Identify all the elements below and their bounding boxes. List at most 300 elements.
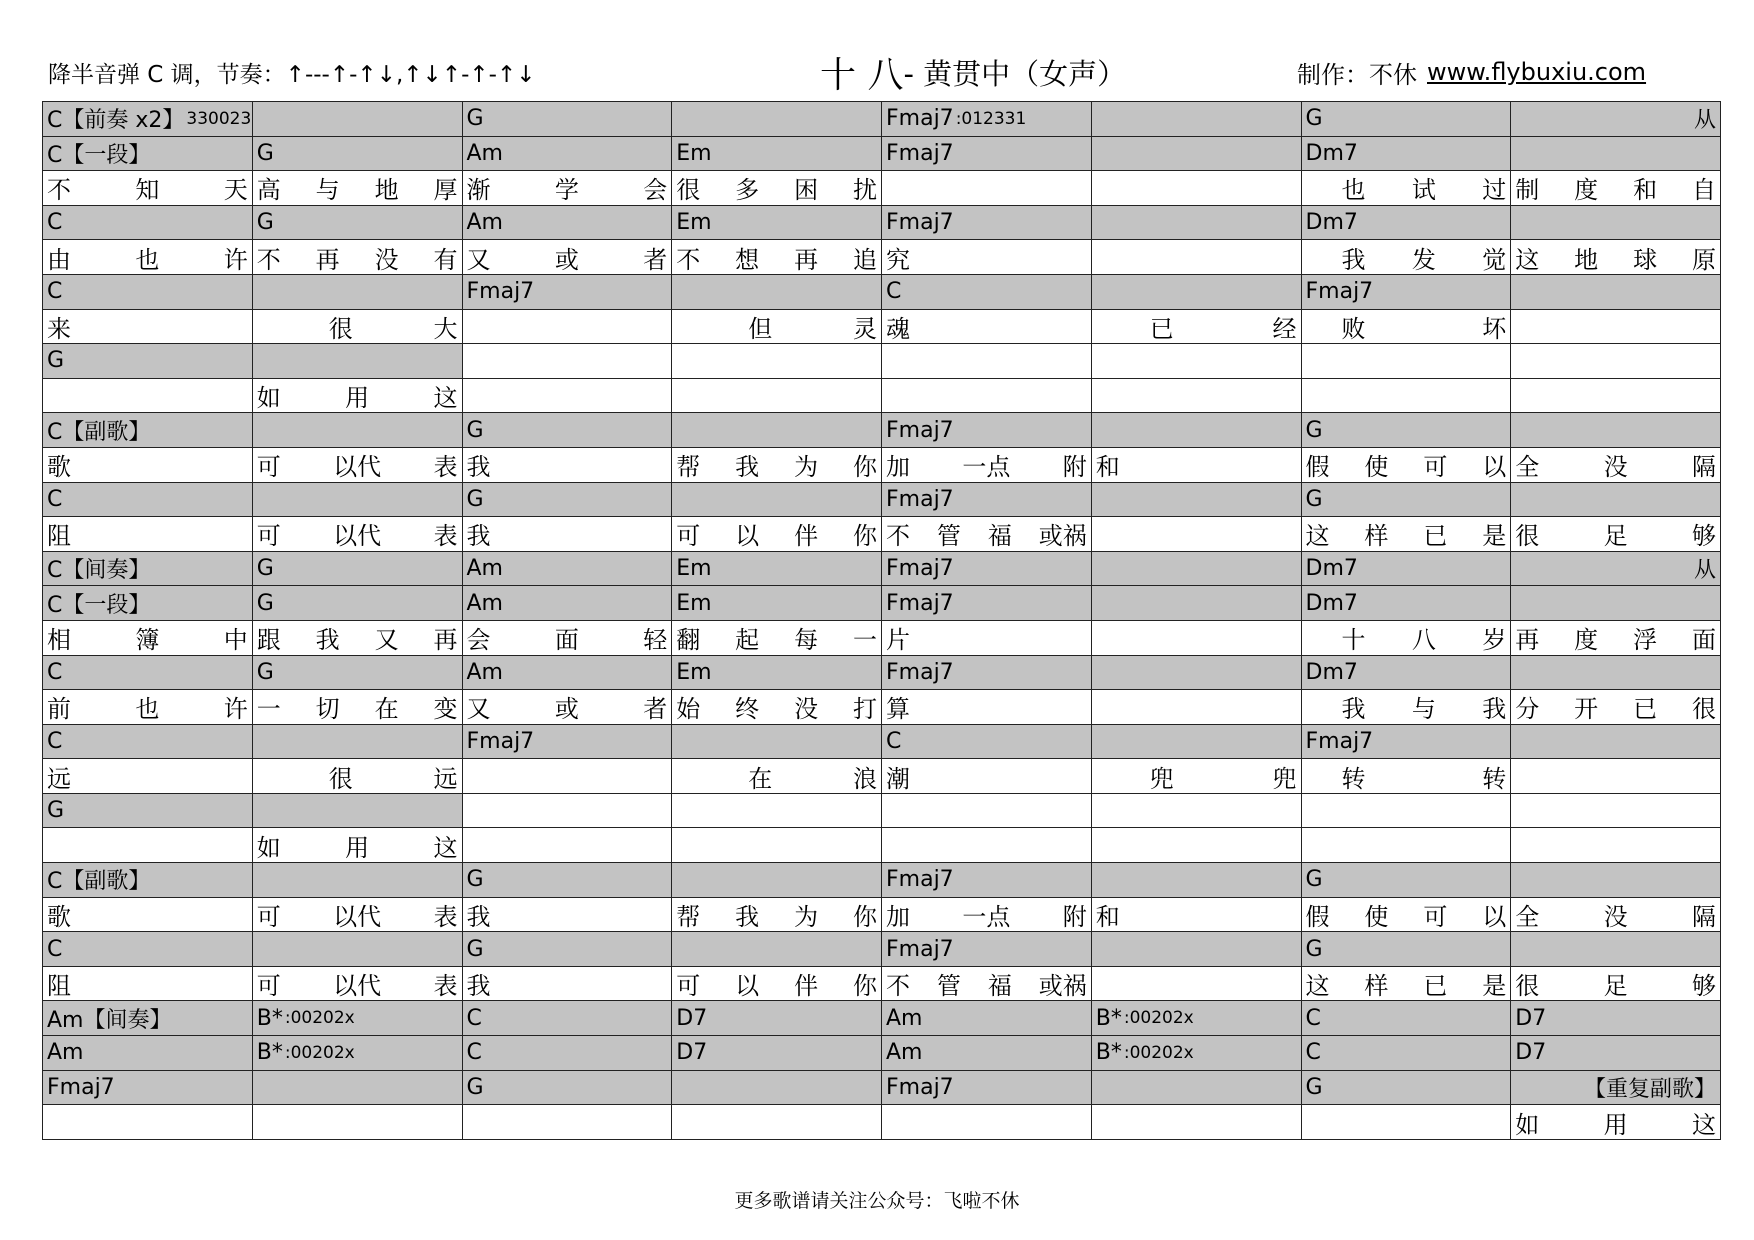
lyric-text: 我 与 我 xyxy=(1341,695,1507,724)
lyric-text: 如 用 这 xyxy=(256,384,458,413)
lyric-cell xyxy=(1511,621,1721,656)
lyric-cell xyxy=(1092,690,1302,725)
chord-cell xyxy=(43,102,253,137)
chord-cell xyxy=(1092,102,1302,137)
chord-label: Fmaj7 xyxy=(886,140,954,166)
chord-label: Am xyxy=(466,659,503,685)
chord-cell xyxy=(1302,932,1512,967)
lyric-cell xyxy=(463,310,673,345)
lyric-cell xyxy=(463,517,673,552)
chord-cell xyxy=(1511,794,1721,829)
chord-cell xyxy=(882,413,1092,448)
lyric-cell xyxy=(1302,1105,1512,1140)
chord-label: Fmaj7 xyxy=(47,1074,115,1100)
credit-author: 制作：不休 xyxy=(1297,60,1417,89)
lyric-cell xyxy=(1302,517,1512,552)
chord-cell xyxy=(463,552,673,587)
lyric-cell xyxy=(1092,379,1302,414)
lyric-text: 片 xyxy=(886,626,910,655)
lyric-cell xyxy=(253,1105,463,1140)
chord-cell xyxy=(672,1071,882,1106)
lyric-text: 可 以代 表 xyxy=(256,522,458,551)
chord-cell xyxy=(1092,275,1302,310)
lyric-text: 和 xyxy=(1095,453,1120,482)
chord-cell xyxy=(1302,552,1512,587)
lyric-cell xyxy=(253,240,463,275)
chord-cell xyxy=(1092,413,1302,448)
chord-cell xyxy=(1511,413,1721,448)
lyric-cell xyxy=(1511,379,1721,414)
chord-label: G xyxy=(1305,106,1323,132)
chord-label: C【副歌】 xyxy=(47,869,151,895)
chord-cell xyxy=(882,1036,1092,1071)
lyric-text: 来 xyxy=(47,314,71,343)
chord-label: B* xyxy=(1095,1040,1122,1066)
lyric-text: 又 或 者 xyxy=(466,695,668,724)
chord-cell xyxy=(43,586,253,621)
rhythm-note: 降半音弹 C 调，节奏：↑---↑-↑↓,↑↓↑-↑-↑↓ xyxy=(48,61,536,88)
lyric-text: 可 以 伴 你 xyxy=(676,522,877,551)
chord-cell xyxy=(43,794,253,829)
chord-cell xyxy=(1302,413,1512,448)
lyric-text: 可 以 伴 你 xyxy=(676,972,877,1001)
lyric-cell xyxy=(43,621,253,656)
chord-label: Fmaj7 xyxy=(466,279,535,305)
lyric-text: 如 用 这 xyxy=(1515,1110,1716,1139)
chord-cell xyxy=(882,344,1092,379)
chord-cell xyxy=(1092,1036,1302,1071)
chord-label: Fmaj7 xyxy=(886,210,954,236)
chord-cell xyxy=(43,275,253,310)
chord-label: 从 xyxy=(1693,108,1716,134)
chord-cell xyxy=(672,206,882,241)
chord-cell xyxy=(882,1001,1092,1036)
chord-label: Fmaj7 xyxy=(886,1074,954,1100)
lyric-text: 假 使 可 以 xyxy=(1305,453,1507,482)
chord-cell xyxy=(1302,344,1512,379)
lyric-text: 假 使 可 以 xyxy=(1305,902,1507,931)
lyric-cell xyxy=(1511,517,1721,552)
chord-cell xyxy=(1511,1036,1721,1071)
chord-label: C xyxy=(47,210,63,236)
lyric-cell xyxy=(253,517,463,552)
lyric-cell xyxy=(1511,759,1721,794)
chord-cell xyxy=(43,1001,253,1036)
lyric-cell xyxy=(463,828,673,863)
chord-label: G xyxy=(1305,417,1323,443)
lyric-cell xyxy=(672,448,882,483)
chord-cell xyxy=(882,794,1092,829)
chord-cell xyxy=(1511,586,1721,621)
chord-cell xyxy=(1092,344,1302,379)
lyric-text: 帮 我 为 你 xyxy=(676,453,877,482)
lyric-cell xyxy=(1511,171,1721,206)
lyric-cell xyxy=(1511,310,1721,345)
lyric-text: 很 足 够 xyxy=(1515,522,1716,551)
chord-label: Em xyxy=(676,556,712,582)
chord-label: C xyxy=(47,279,63,305)
chord-cell xyxy=(672,413,882,448)
chord-fingering: :00202x xyxy=(1123,1042,1194,1063)
lyric-text: 翻 起 每 一 xyxy=(676,626,877,655)
chord-cell xyxy=(463,344,673,379)
lyric-cell xyxy=(1092,759,1302,794)
chord-label: Fmaj7 xyxy=(1305,279,1374,305)
chord-cell xyxy=(1302,586,1512,621)
lyric-cell xyxy=(1092,448,1302,483)
chord-cell xyxy=(463,656,673,691)
chord-label: Fmaj7 xyxy=(886,106,954,132)
chord-cell xyxy=(1302,483,1512,518)
chord-cell xyxy=(463,275,673,310)
chord-cell xyxy=(253,1036,463,1071)
chord-label: G xyxy=(256,210,274,236)
chord-cell xyxy=(463,1001,673,1036)
chord-cell xyxy=(253,102,463,137)
lyric-cell xyxy=(882,240,1092,275)
chord-cell xyxy=(1511,483,1721,518)
chord-cell xyxy=(1511,1001,1721,1036)
lyric-cell xyxy=(672,828,882,863)
lyric-text: 相 簿 中 xyxy=(47,626,248,655)
chord-label: Am xyxy=(886,1040,923,1066)
chord-label: C【前奏 x2】 xyxy=(47,108,185,134)
chord-cell xyxy=(672,1036,882,1071)
chord-cell xyxy=(463,794,673,829)
chord-fingering: :012331 xyxy=(955,108,1027,129)
lyric-text: 算 xyxy=(886,695,910,724)
chord-label: C xyxy=(466,1040,482,1066)
chord-cell xyxy=(463,1071,673,1106)
lyric-cell xyxy=(1511,240,1721,275)
lyric-cell xyxy=(463,690,673,725)
lyric-cell xyxy=(672,1105,882,1140)
chord-cell xyxy=(253,932,463,967)
lyric-cell xyxy=(882,448,1092,483)
chord-label: C xyxy=(47,936,63,962)
chord-label: C xyxy=(466,1005,482,1031)
lyric-text: 很 多 困 扰 xyxy=(676,176,877,205)
chord-cell xyxy=(1092,863,1302,898)
lyric-text: 很 远 xyxy=(328,764,458,793)
chord-cell xyxy=(43,552,253,587)
lyric-text: 我 发 觉 xyxy=(1341,245,1507,274)
lyric-text: 不 知 天 xyxy=(47,176,248,205)
lyric-cell xyxy=(463,759,673,794)
lyric-text: 前 也 许 xyxy=(47,695,248,724)
chord-label: G xyxy=(1305,486,1323,512)
lyric-cell xyxy=(463,171,673,206)
lyric-cell xyxy=(1092,310,1302,345)
chord-cell xyxy=(1302,206,1512,241)
lyric-cell xyxy=(43,310,253,345)
lyric-cell xyxy=(463,1105,673,1140)
chord-cell xyxy=(463,1036,673,1071)
lyric-cell xyxy=(1511,828,1721,863)
chord-cell xyxy=(1302,863,1512,898)
lyric-text: 兜 兜 xyxy=(1149,764,1297,793)
lyric-cell xyxy=(253,621,463,656)
lyric-cell xyxy=(253,310,463,345)
chord-cell xyxy=(672,275,882,310)
chord-label: C xyxy=(886,279,902,305)
lyric-text: 我 xyxy=(466,522,491,551)
lyric-cell xyxy=(463,898,673,933)
chord-label: Dm7 xyxy=(1305,659,1358,685)
chord-cell xyxy=(1302,656,1512,691)
lyric-cell xyxy=(882,171,1092,206)
lyric-text: 阻 xyxy=(47,972,71,1001)
chord-cell xyxy=(1511,863,1721,898)
chord-label: G xyxy=(1305,936,1323,962)
lyric-cell xyxy=(43,240,253,275)
lyric-text: 转 转 xyxy=(1341,764,1507,793)
chord-cell xyxy=(463,586,673,621)
chord-cell xyxy=(253,1071,463,1106)
lyric-text: 帮 我 为 你 xyxy=(676,902,877,931)
lyric-text: 制 度 和 自 xyxy=(1515,176,1716,205)
lyric-cell xyxy=(1511,967,1721,1002)
chord-cell xyxy=(882,1071,1092,1106)
lyric-cell xyxy=(43,759,253,794)
chord-cell xyxy=(1092,656,1302,691)
lyric-cell xyxy=(463,379,673,414)
chord-cell xyxy=(253,275,463,310)
chord-label: G xyxy=(466,486,484,512)
lyric-cell xyxy=(1302,171,1512,206)
song-title xyxy=(820,52,1127,96)
lyric-cell xyxy=(43,448,253,483)
chord-label: G xyxy=(466,1074,484,1100)
lyric-cell xyxy=(882,828,1092,863)
lyric-text: 全 没 隔 xyxy=(1515,902,1716,931)
chord-cell xyxy=(1092,1001,1302,1036)
chord-fingering: :00202x xyxy=(284,1042,355,1063)
chord-cell xyxy=(882,656,1092,691)
chord-label: Fmaj7 xyxy=(886,556,954,582)
chord-label: Am xyxy=(466,556,503,582)
chord-cell xyxy=(253,863,463,898)
lyric-text: 会 面 轻 xyxy=(466,626,668,655)
lyric-cell xyxy=(253,379,463,414)
chord-cell xyxy=(882,275,1092,310)
lyric-cell xyxy=(1092,517,1302,552)
lyric-text: 可 以代 表 xyxy=(256,453,458,482)
chord-cell xyxy=(1302,1001,1512,1036)
lyric-text: 分 开 已 很 xyxy=(1515,695,1716,724)
chord-label: C xyxy=(47,486,63,512)
chord-label: Fmaj7 xyxy=(886,659,954,685)
lyric-cell xyxy=(882,621,1092,656)
chord-cell xyxy=(1511,552,1721,587)
chord-label: Fmaj7 xyxy=(466,728,535,754)
lyric-cell xyxy=(463,967,673,1002)
chord-label: G xyxy=(256,590,274,616)
chord-cell xyxy=(882,483,1092,518)
chord-cell xyxy=(463,413,673,448)
lyric-text: 在 浪 xyxy=(748,764,877,793)
lyric-cell xyxy=(43,1105,253,1140)
chord-label: C xyxy=(886,728,902,754)
chord-label: Am xyxy=(466,590,503,616)
chord-cell xyxy=(1092,206,1302,241)
chord-label: B* xyxy=(256,1040,283,1066)
chord-cell xyxy=(672,344,882,379)
chord-label: Fmaj7 xyxy=(886,417,954,443)
chord-cell xyxy=(253,794,463,829)
lyric-cell xyxy=(882,310,1092,345)
chord-label: Am【间奏】 xyxy=(47,1007,172,1033)
chord-cell xyxy=(43,656,253,691)
lyric-cell xyxy=(1092,240,1302,275)
footer-note: 更多歌谱请关注公众号：飞啦不休 xyxy=(734,1190,1020,1212)
chord-cell xyxy=(882,552,1092,587)
lyric-cell xyxy=(43,967,253,1002)
chord-cell xyxy=(1511,206,1721,241)
chord-cell xyxy=(43,483,253,518)
lyric-text: 如 用 这 xyxy=(256,833,458,862)
lyric-cell xyxy=(1092,898,1302,933)
chord-label: G xyxy=(47,348,65,374)
lyric-cell xyxy=(253,898,463,933)
chord-cell xyxy=(672,586,882,621)
lyric-cell xyxy=(253,759,463,794)
lyric-cell xyxy=(672,690,882,725)
lyric-text: 十 八 岁 xyxy=(1341,626,1507,655)
chord-cell xyxy=(253,413,463,448)
chord-cell xyxy=(1511,725,1721,760)
chord-label: B* xyxy=(1095,1005,1122,1031)
chord-cell xyxy=(1302,137,1512,172)
chord-label: G xyxy=(466,936,484,962)
chord-cell xyxy=(1511,1071,1721,1106)
lyric-cell xyxy=(672,759,882,794)
lyric-cell xyxy=(1302,828,1512,863)
chord-cell xyxy=(463,932,673,967)
chord-label: B* xyxy=(256,1005,283,1031)
chord-label: D7 xyxy=(1515,1040,1547,1066)
chord-label: Am xyxy=(886,1005,923,1031)
lyric-cell xyxy=(1511,690,1721,725)
lyric-text: 阻 xyxy=(47,522,71,551)
chord-label: Em xyxy=(676,140,712,166)
chord-cell xyxy=(882,586,1092,621)
lyric-text: 不 管 福 或祸 xyxy=(886,972,1087,1001)
lyric-cell xyxy=(1302,448,1512,483)
chord-cell xyxy=(672,1001,882,1036)
lyric-text: 但 灵 xyxy=(748,314,877,343)
lyric-text: 歌 xyxy=(47,453,71,482)
lyric-cell xyxy=(1302,310,1512,345)
chord-label: G xyxy=(466,867,484,893)
lyric-text: 加 一点 附 xyxy=(886,453,1087,482)
lyric-cell xyxy=(672,898,882,933)
chord-label: C xyxy=(47,659,63,685)
credit-url-link[interactable]: www.flybuxiu.com xyxy=(1427,58,1647,86)
lyric-text: 渐 学 会 xyxy=(466,176,668,205)
chord-cell xyxy=(882,863,1092,898)
lyric-cell xyxy=(1302,898,1512,933)
chord-cell xyxy=(43,1071,253,1106)
lyric-cell xyxy=(253,171,463,206)
chord-cell xyxy=(1302,102,1512,137)
chord-cell xyxy=(1092,725,1302,760)
lyric-text: 我 xyxy=(466,453,491,482)
lyric-text: 可 以代 表 xyxy=(256,972,458,1001)
chord-cell xyxy=(463,206,673,241)
lyric-text: 究 xyxy=(886,245,910,274)
chord-label: D7 xyxy=(1515,1005,1547,1031)
lyric-cell xyxy=(882,759,1092,794)
chord-label: C【副歌】 xyxy=(47,419,151,445)
lyric-cell xyxy=(1511,1105,1721,1140)
chord-cell xyxy=(463,137,673,172)
chord-cell xyxy=(1511,656,1721,691)
lyric-text: 和 xyxy=(1095,902,1120,931)
chord-label: 【重复副歌】 xyxy=(1583,1076,1716,1102)
chord-label: Dm7 xyxy=(1305,140,1358,166)
lyric-cell xyxy=(672,517,882,552)
chord-cell xyxy=(43,206,253,241)
chord-label: C【间奏】 xyxy=(47,558,151,584)
lyric-cell xyxy=(1302,690,1512,725)
chord-label: C xyxy=(47,728,63,754)
lyric-cell xyxy=(672,967,882,1002)
lyric-cell xyxy=(1302,967,1512,1002)
lyric-text: 不 再 没 有 xyxy=(256,245,458,274)
chord-label: Fmaj7 xyxy=(886,590,954,616)
chord-cell xyxy=(672,656,882,691)
chord-cell xyxy=(253,344,463,379)
chord-cell xyxy=(43,932,253,967)
chord-cell xyxy=(253,586,463,621)
lyric-text: 再 度 浮 面 xyxy=(1515,626,1716,655)
chord-cell xyxy=(253,206,463,241)
chord-cell xyxy=(882,206,1092,241)
chord-cell xyxy=(463,725,673,760)
chord-cell xyxy=(1092,552,1302,587)
lyric-cell xyxy=(1092,967,1302,1002)
lyric-cell xyxy=(882,517,1092,552)
chord-cell xyxy=(43,863,253,898)
lyric-cell xyxy=(882,898,1092,933)
lyric-cell xyxy=(43,898,253,933)
lyric-cell xyxy=(253,690,463,725)
lyric-text: 高 与 地 厚 xyxy=(256,176,458,205)
chord-cell xyxy=(672,725,882,760)
chord-fingering: :00202x xyxy=(1123,1008,1194,1029)
lyric-cell xyxy=(1511,448,1721,483)
lyric-cell xyxy=(463,448,673,483)
chord-label: G xyxy=(256,140,274,166)
chord-label: G xyxy=(256,556,274,582)
lyric-cell xyxy=(672,240,882,275)
lyric-cell xyxy=(1302,240,1512,275)
chord-cell xyxy=(43,1036,253,1071)
lyric-cell xyxy=(43,690,253,725)
chord-label: G xyxy=(256,659,274,685)
chord-cell xyxy=(1302,725,1512,760)
chord-label: C xyxy=(1305,1005,1321,1031)
lyric-text: 很 大 xyxy=(328,314,458,343)
lyric-text: 这 样 已 是 xyxy=(1305,972,1507,1001)
lyric-cell xyxy=(882,1105,1092,1140)
chord-sheet-grid xyxy=(42,101,1721,1140)
chord-label: Dm7 xyxy=(1305,556,1358,582)
lyric-cell xyxy=(43,379,253,414)
lyric-text: 又 或 者 xyxy=(466,245,668,274)
chord-cell xyxy=(43,413,253,448)
